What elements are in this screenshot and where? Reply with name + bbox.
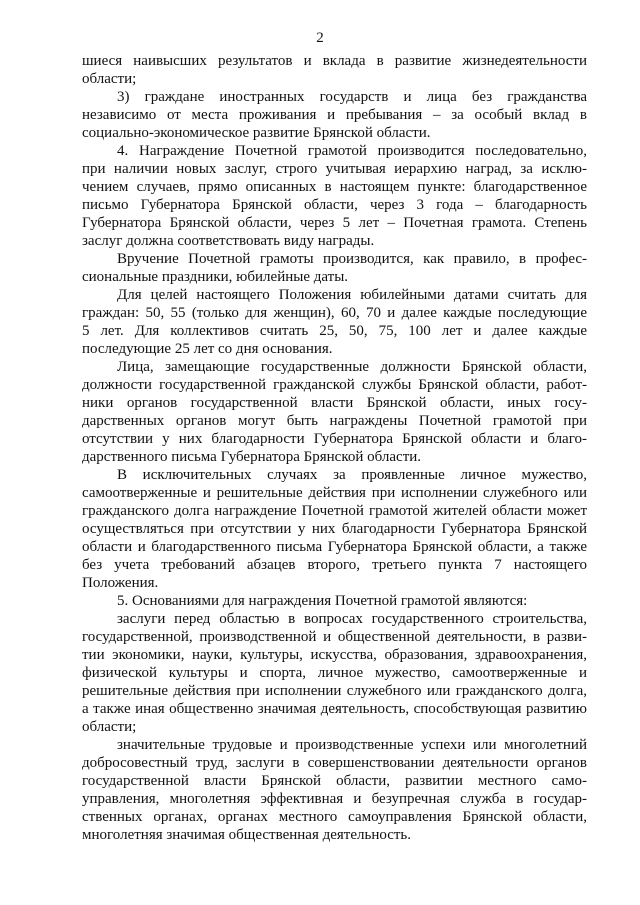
text-line: заслуг должна соответствовать виду награды. — [82, 233, 375, 249]
text-line: Лица, замещающие государственные должности Брянской области, — [117, 359, 587, 375]
text-line: самоотверженные и решительные действия при исполнении служебного или — [82, 485, 587, 501]
text-line: сиональные праздники, юбилейные даты. — [82, 269, 349, 285]
text-line: государственной, производственной и общественной деятельности, в разви- — [82, 629, 587, 645]
text-line: государственной власти Брянской области, развитии местного само- — [82, 773, 587, 789]
text-line: заслуги перед областью в вопросах государственного строительства, — [117, 611, 587, 627]
text-line: при наличии новых заслуг, строго учитывая иерархию наград, за исклю- — [82, 161, 587, 177]
text-line: области; — [82, 71, 137, 87]
text-line: Положения. — [82, 575, 159, 591]
text-line: письмо Губернатора Брянской области, через 3 года – благодарность — [82, 197, 587, 213]
text-line: должности государственной гражданской службы Брянской области, работ- — [82, 377, 587, 393]
text-line: социально-экономическое развитие Брянской области. — [82, 125, 431, 141]
text-line: 5 лет. Для коллективов считать 25, 50, 75, 100 лет и далее каждые — [82, 323, 587, 339]
text-line: 3) граждане иностранных государств и лица без гражданства — [117, 89, 587, 105]
text-line: граждан: 50, 55 (только для женщин), 60, 70 и далее каждые последующие — [82, 305, 587, 321]
text-line: В исключительных случаях за проявленные личное мужество, — [117, 467, 587, 483]
text-line: решительные действия при исполнении служебного или гражданского долга, — [82, 683, 587, 699]
text-line: области и благодарственного письма Губернатора Брянской области, а также — [82, 539, 587, 555]
text-line: дарственных органов могут быть награждены Почетной грамотой при — [82, 413, 587, 429]
text-line: значительные трудовые и производственные успехи или многолетний — [117, 737, 587, 753]
text-line: тии экономики, науки, культуры, искусства, образования, здравоохранения, — [82, 647, 587, 663]
text-line: шиеся наивысших результатов и вклада в развитие жизнедеятельности — [82, 53, 587, 69]
text-line: добросовестный труд, заслуги в совершенствовании деятельности органов — [82, 755, 587, 771]
text-line: 5. Основаниями для награждения Почетной грамотой являются: — [117, 593, 528, 609]
text-line: 4. Награждение Почетной грамотой производится последовательно, — [117, 143, 587, 159]
text-line: гражданского долга награждение Почетной грамотой жителей области может — [82, 503, 587, 519]
page-number: 2 — [316, 30, 324, 46]
text-line: чением случаев, прямо описанных в настоящем пункте: благодарственное — [82, 179, 587, 195]
text-line: области; — [82, 719, 137, 735]
text-line: последующие 25 лет со дня основания. — [82, 341, 333, 357]
text-line: осуществляться при отсутствии у них благодарности Губернатора Брянской — [82, 521, 587, 537]
text-line: управления, многолетняя эффективная и безупречная служба в государ- — [82, 791, 587, 807]
text-line: ственных органах, органах местного самоуправления Брянской области, — [82, 809, 587, 825]
text-line: без учета требований абзацев второго, третьего пункта 7 настоящего — [82, 557, 587, 573]
text-line: Для целей настоящего Положения юбилейными датами считать для — [117, 287, 587, 303]
text-line: дарственного письма Губернатора Брянской области. — [82, 449, 422, 465]
text-line: отсутствии у них благодарности Губернатора Брянской области и благо- — [82, 431, 587, 447]
text-line: физической культуры и спорта, личное мужество, самоотверженные и — [82, 665, 587, 681]
text-line: многолетняя значимая общественная деятельность. — [82, 827, 412, 843]
text-line: а также иная общественно значимая деятельность, способствующая развитию — [82, 701, 587, 717]
text-line: независимо от места проживания и пребывания – за особый вклад в — [82, 107, 587, 123]
text-line: Вручение Почетной грамоты производится, как правило, в профес- — [117, 251, 587, 267]
text-line: ники органов государственной власти Брянской области, иных госу- — [82, 395, 587, 411]
text-line: Губернатора Брянской области, через 5 лет – Почетная грамота. Степень — [82, 215, 587, 231]
